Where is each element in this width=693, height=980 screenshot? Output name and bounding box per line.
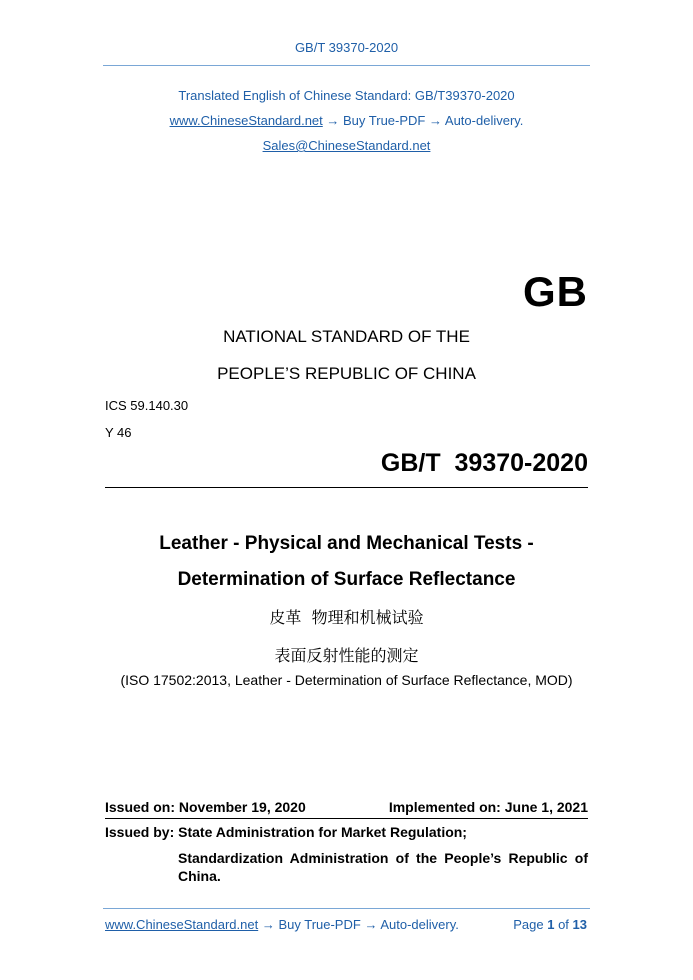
standard-number: GB/T 39370-2020 — [380, 449, 588, 477]
title-divider — [105, 487, 588, 488]
header-divider — [103, 65, 590, 66]
issued-by: Issued by: State Administration for Market Regulation; — [105, 824, 467, 840]
page-total: 13 — [572, 917, 587, 932]
implemented-on-date: Implemented on: June 1, 2021 — [388, 799, 588, 815]
sales-email-link[interactable]: Sales@ChineseStandard.net — [262, 138, 431, 153]
promo-line: Translated English of Chinese Standard: GB/T39370-2020 — [178, 88, 515, 103]
chinese-title-line2: 表面反射性能的测定 — [274, 646, 419, 665]
footer-buy-text: Buy True-PDF — [278, 917, 361, 932]
chinese-title-line1: 皮革 物理和机械试验 — [269, 608, 424, 627]
ccs-code: Y 46 — [105, 425, 132, 440]
header-code: GB/T 39370-2020 — [294, 40, 399, 55]
iso-reference: (ISO 17502:2013, Leather - Determination of Surface Reflectance, MOD) — [120, 672, 573, 688]
page-word: Page — [513, 917, 544, 932]
promo-links — [0, 113, 693, 128]
of-word: of — [558, 917, 569, 932]
footer-links — [105, 917, 459, 932]
ics-code: ICS 59.140.30 — [105, 398, 189, 413]
title-line1: Leather - Physical and Mechanical Tests - — [159, 533, 534, 554]
footer-auto-text: Auto-delivery. — [380, 917, 459, 932]
dates-divider — [105, 818, 588, 819]
footer-site-link[interactable]: www.ChineseStandard.net — [105, 917, 259, 932]
page-number: 1 — [547, 917, 555, 932]
arrow-icon: → — [261, 917, 275, 932]
national-standard-line1: NATIONAL STANDARD OF THE — [223, 327, 470, 346]
issuer-second: Standardization Administration of the People’s Republic of China. — [178, 850, 588, 884]
page-indicator — [513, 917, 587, 932]
promo-email — [0, 138, 693, 153]
buy-true-pdf-text: Buy True-PDF — [343, 113, 426, 128]
arrow-icon: → — [429, 113, 442, 128]
auto-delivery-text: Auto-delivery. — [444, 113, 524, 128]
national-standard-line2: PEOPLE’S REPUBLIC OF CHINA — [217, 364, 476, 383]
title-line2: Determination of Surface Reflectance — [177, 569, 516, 590]
site-link[interactable]: www.ChineseStandard.net — [169, 113, 323, 128]
arrow-icon: → — [326, 113, 340, 128]
gb-mark: GB — [523, 268, 588, 315]
arrow-icon: → — [364, 917, 378, 932]
issued-on-date: Issued on: November 19, 2020 — [105, 799, 306, 815]
footer-divider — [103, 908, 590, 909]
